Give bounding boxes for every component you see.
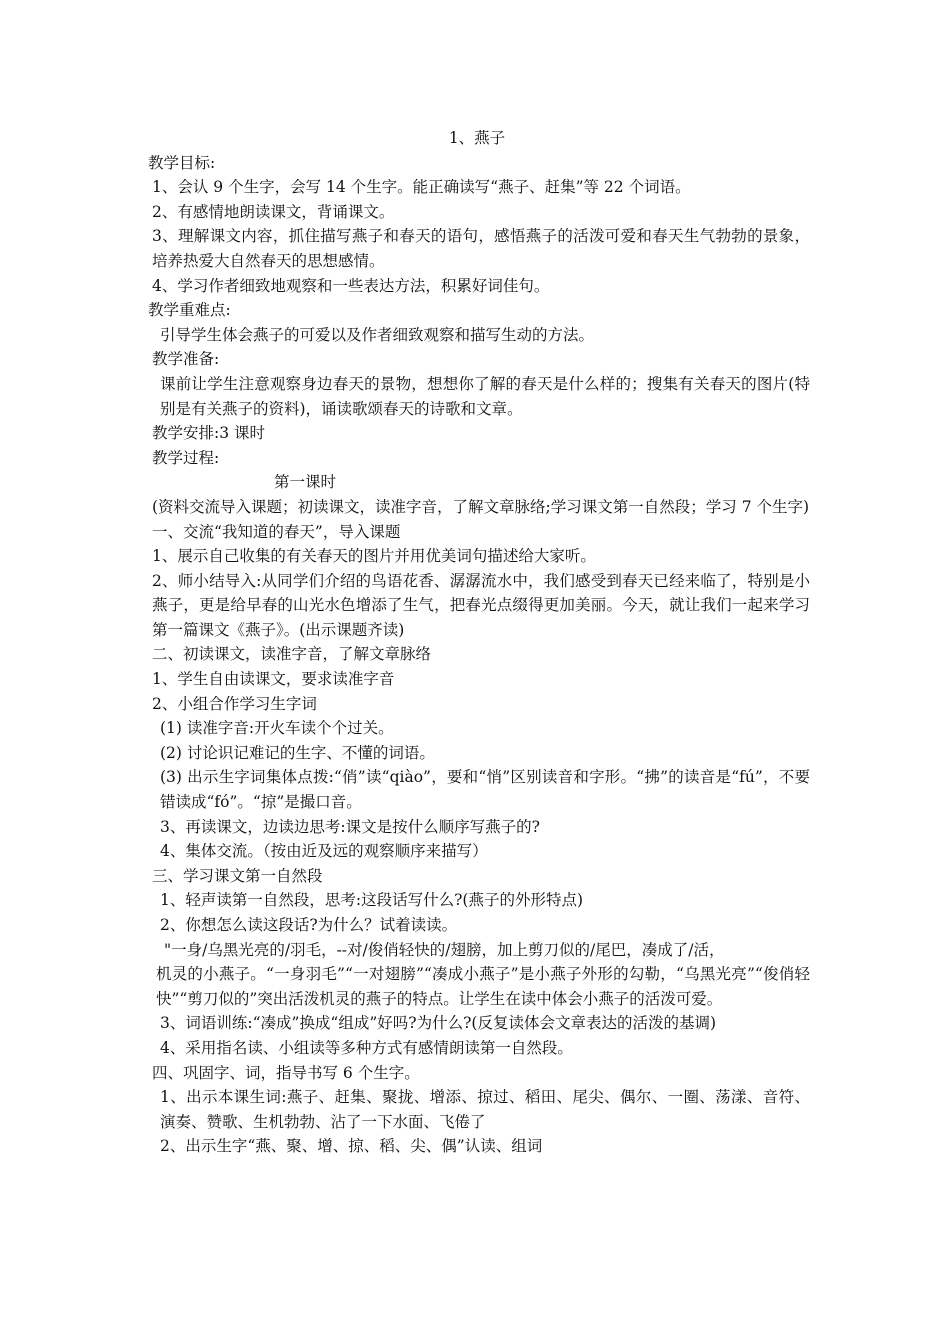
schedule-text: 教学安排:3 课时	[152, 424, 266, 443]
goal-item-1: 1、会认 9 个生字，会写 14 个生字。能正确读写“燕子、赶集”等 22 个词语。	[152, 178, 691, 197]
part-heading-4: 四、巩固字、词，指导书写 6 个生字。	[152, 1063, 420, 1082]
part1-item-1: 1、展示自己收集的有关春天的图片并用优美词句描述给大家听。	[152, 547, 596, 566]
part-heading-2: 二、初读课文，读准字音，了解文章脉络	[152, 645, 432, 664]
part-heading-1: 一、交流“我知道的春天”，导入课题	[152, 522, 401, 541]
part3-item-1: 1、轻声读第一自然段，思考:这段话写什么?(燕子的外形特点)	[160, 891, 583, 910]
goal-item-4: 4、学习作者细致地观察和一些表达方法，积累好词佳句。	[152, 276, 550, 295]
key-points-text: 引导学生体会燕子的可爱以及作者细致观察和描写生动的方法。	[160, 325, 595, 344]
goal-item-3: 3、理解课文内容，抓住描写燕子和春天的语句，感悟燕子的活泼可爱和春天生气勃勃的景象，培养热爱大自然春天的思想感情。	[152, 227, 810, 270]
part4-item-1: 1、出示本课生词:燕子、赶集、聚拢、增添、掠过、稻田、尾尖、偶尔、一圈、荡漾、音符、演奏、赞歌、生机勃勃、沾了一下水面、飞倦了	[160, 1088, 810, 1131]
part2-item-2: 2、小组合作学习生字词	[152, 694, 317, 713]
section-heading-preparation: 教学准备:	[152, 350, 220, 369]
section-heading-goals: 教学目标:	[148, 153, 216, 172]
part2-subitem-1: (1) 读准字音:开火车读个个过关。	[160, 719, 394, 738]
preparation-text: 课前让学生注意观察身边春天的景物，想想你了解的春天是什么样的；搜集有关春天的图片(特别是有关燕子的资料)，诵读歌颂春天的诗歌和文章。	[160, 374, 810, 418]
document-title: 1、燕子	[448, 129, 506, 147]
lesson-heading: 第一课时	[274, 473, 337, 492]
part2-subitem-2: (2) 讨论识记难记的生字、不懂的词语。	[160, 743, 435, 762]
part3-analysis: 机灵的小燕子。“一身羽毛”“一对翅膀”“凑成小燕子”是小燕子外形的勾勒，“乌黑光亮”“俊俏轻快”“剪刀似的”突出活泼机灵的燕子的特点。让学生在读中体会小燕子的活泼可爱。	[156, 965, 810, 1008]
part2-item-3: 3、再读课文，边读边思考:课文是按什么顺序写燕子的?	[160, 817, 540, 836]
section-heading-process: 教学过程:	[152, 448, 220, 467]
part2-subitem-3: (3) 出示生字词集体点拨:“俏”读“qiào”，要和“悄”区别读音和字形。“拂”的读音是“fú”，不要错读成“fó”。“掠”是撮口音。	[160, 768, 810, 812]
part3-item-2: 2、你想怎么读这段话?为什么？试着读读。	[160, 916, 458, 934]
lesson-summary: (资料交流导入课题；初读课文，读准字音，了解文章脉络;学习课文第一自然段；学习 7 个生字)	[152, 497, 810, 516]
part-heading-3: 三、学习课文第一自然段	[152, 866, 323, 885]
part2-item-4: 4、集体交流。（按由近及远的观察顺序来描写）	[160, 842, 488, 861]
goal-item-2: 2、有感情地朗读课文，背诵课文。	[152, 202, 395, 221]
part4-item-2: 2、出示生字“燕、聚、增、掠、稻、尖、偶”认读、组词	[160, 1137, 543, 1156]
part2-item-1: 1、学生自由读课文，要求读准字音	[152, 670, 395, 689]
document-page	[144, 126, 810, 1159]
part3-quote: "一身/乌黑光亮的/羽毛，--对/俊俏轻快的/翅膀，加上剪刀似的/尾巴，凑成了/活，	[164, 940, 725, 959]
part1-item-2: 2、师小结导入:从同学们介绍的鸟语花香、潺潺流水中，我们感受到春天已经来临了，特别是小燕子，更是给早春的山光水色增添了生气，把春光点缀得更加美丽。今天，就让我们一起来学习第一篇课文《燕子》。(出示课题齐读)	[152, 571, 810, 639]
section-heading-key-points: 教学重难点:	[148, 301, 231, 320]
part3-item-4: 4、采用指名读、小组读等多种方式有感情朗读第一自然段。	[160, 1038, 573, 1057]
part3-item-3: 3、词语训练:“凑成”换成“组成”好吗?为什么?(反复读体会文章表达的活泼的基调)	[160, 1014, 716, 1033]
